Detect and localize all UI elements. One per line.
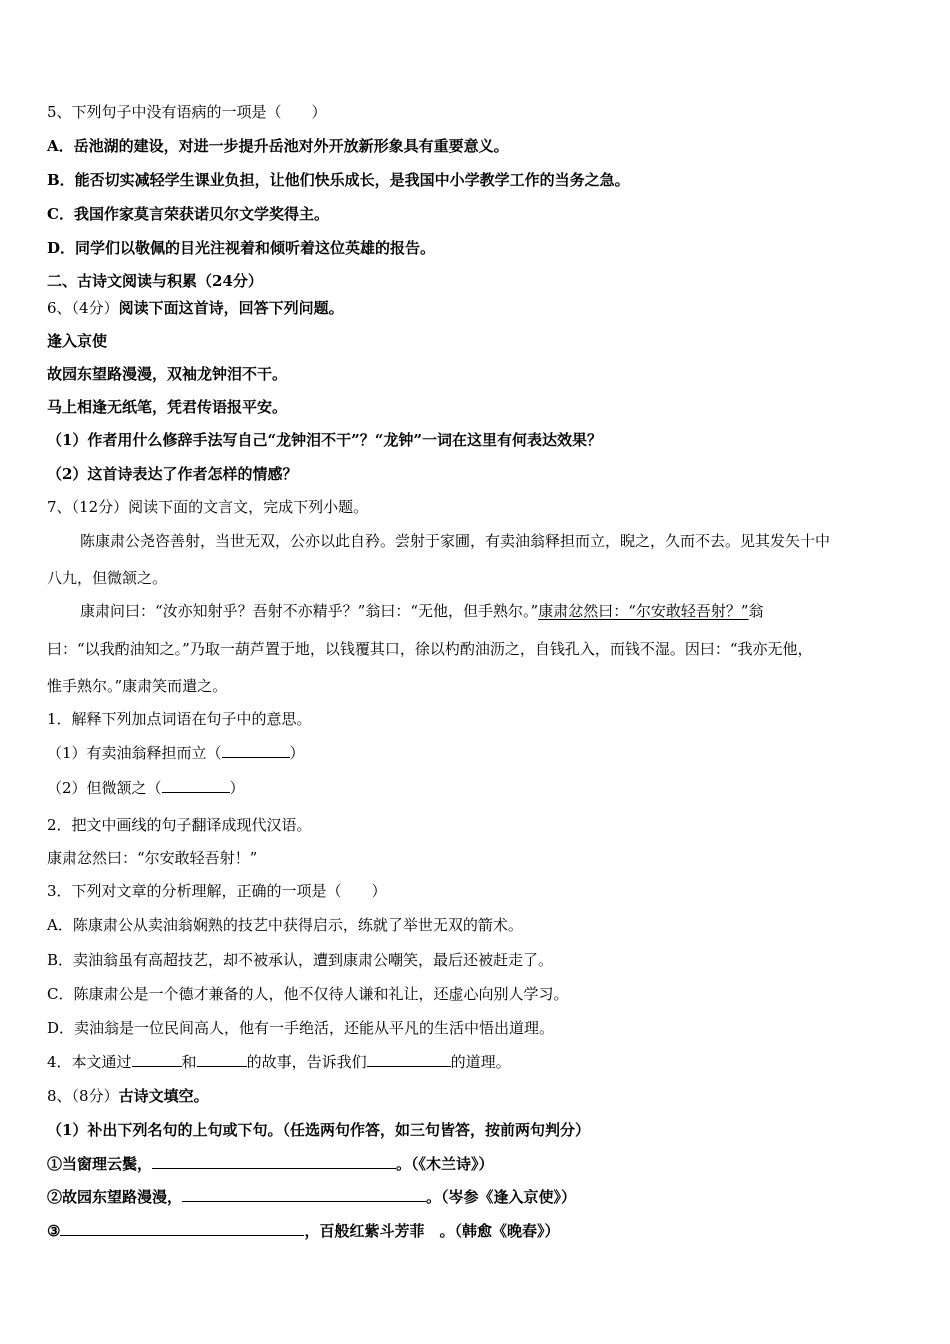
q7-sq4: 4．本文通过 和 的故事，告诉我们 的道理。 xyxy=(47,1053,511,1071)
answer-blank[interactable] xyxy=(222,743,290,758)
q5-stem xyxy=(47,102,327,122)
q5-stem-text: 5、下列句子中没有语病的一项是（ ） xyxy=(47,103,327,121)
q5-option-a: A．岳池湖的建设，对进一步提升岳池对外开放新形象具有重要意义。 xyxy=(47,137,509,155)
q5-option-d: D．同学们以敬佩的目光注视着和倾听着这位英雄的报告。 xyxy=(47,239,436,257)
passage-para1-line1: 陈康肃公尧咨善射，当世无双，公亦以此自矜。尝射于家圃，有卖油翁释担而立，睨之，久而不去。见其发矢十中 xyxy=(80,532,831,550)
q8-sub1: （1）补出下列名句的上句或下句。（任选两句作答，如三句皆答，按前两句判分） xyxy=(47,1121,590,1139)
passage-para2-line2: 曰：“以我酌油知之。”乃取一葫芦置于地，以钱覆其口，徐以杓酌油沥之，自钱孔入，而钱不湿。因曰：“我亦无他， xyxy=(47,640,813,658)
q8-item2: ②故园东望路漫漫， 。（岑参《逢入京使》） xyxy=(47,1188,577,1206)
poem-title: 逢入京使 xyxy=(47,332,108,350)
answer-blank[interactable] xyxy=(197,1052,247,1067)
q6-sub1: （1）作者用什么修辞手法写自己“龙钟泪不干”？“龙钟”一词在这里有何表达效果？ xyxy=(47,431,602,449)
q7-sq3-option-b: B．卖油翁虽有高超技艺，却不被承认，遭到康肃公嘲笑，最后还被赶走了。 xyxy=(47,951,554,969)
answer-blank[interactable] xyxy=(367,1052,451,1067)
poem-line-2: 马上相逢无纸笔，凭君传语报平安。 xyxy=(47,398,288,416)
q6-stem: 6、（4分）阅读下面这首诗，回答下列问题。 xyxy=(47,299,344,317)
q7-sq1-2: （2）但微颔之（ ） xyxy=(47,779,245,797)
passage-para1-line2: 八九，但微颔之。 xyxy=(47,569,168,587)
passage-para2-line3: 惟手熟尔。”康肃笑而遣之。 xyxy=(47,677,228,695)
q6-sub2: （2）这首诗表达了作者怎样的情感？ xyxy=(47,465,298,483)
answer-blank[interactable] xyxy=(162,778,230,793)
q7-stem: 7、（12分）阅读下面的文言文，完成下列小题。 xyxy=(47,498,369,516)
q7-sq3-option-a: A．陈康肃公从卖油翁娴熟的技艺中获得启示，练就了举世无双的箭术。 xyxy=(47,916,523,934)
q8-item1: ①当窗理云鬓， 。（《木兰诗》） xyxy=(47,1155,494,1173)
section2-title: 二、古诗文阅读与积累（24分） xyxy=(47,272,263,290)
q5-option-b: B．能否切实减轻学生课业负担，让他们快乐成长，是我国中小学教学工作的当务之急。 xyxy=(47,171,630,189)
q7-sq3-option-c: C．陈康肃公是一个德才兼备的人，他不仅待人谦和礼让，还虚心向别人学习。 xyxy=(47,985,569,1003)
q8-stem: 8、（8分）古诗文填空。 xyxy=(47,1087,209,1105)
answer-blank[interactable] xyxy=(152,1154,396,1169)
answer-blank[interactable] xyxy=(182,1187,426,1202)
answer-blank[interactable] xyxy=(60,1221,304,1236)
q8-item3: ③ ，百般红紫斗芳菲 。（韩愈《晚春》） xyxy=(47,1222,560,1240)
q7-sq3: 3．下列对文章的分析理解，正确的一项是（ ） xyxy=(47,882,387,900)
q5-option-c: C．我国作家莫言荣获诺贝尔文学奖得主。 xyxy=(47,205,329,223)
answer-blank[interactable] xyxy=(132,1052,182,1067)
underlined-sentence: 康肃忿然曰：“尔安敢轻吾射？” xyxy=(538,602,749,620)
poem-line-1: 故园东望路漫漫，双袖龙钟泪不干。 xyxy=(47,365,288,383)
q7-sq2: 2．把文中画线的句子翻译成现代汉语。 xyxy=(47,816,312,834)
q7-sq1: 1．解释下列加点词语在句子中的意思。 xyxy=(47,710,312,728)
q7-sq1-1: （1）有卖油翁释担而立（ ） xyxy=(47,744,305,762)
passage-para2-line1: 康肃问曰：“汝亦知射乎？吾射不亦精乎？”翁曰：“无他，但手熟尔。”康肃忿然曰：“尔安敢轻吾射？”翁 xyxy=(80,602,764,620)
q7-sq2-text: 康肃忿然曰：“尔安敢轻吾射！” xyxy=(47,849,258,867)
q7-sq3-option-d: D．卖油翁是一位民间高人，他有一手绝活，还能从平凡的生活中悟出道理。 xyxy=(47,1019,555,1037)
